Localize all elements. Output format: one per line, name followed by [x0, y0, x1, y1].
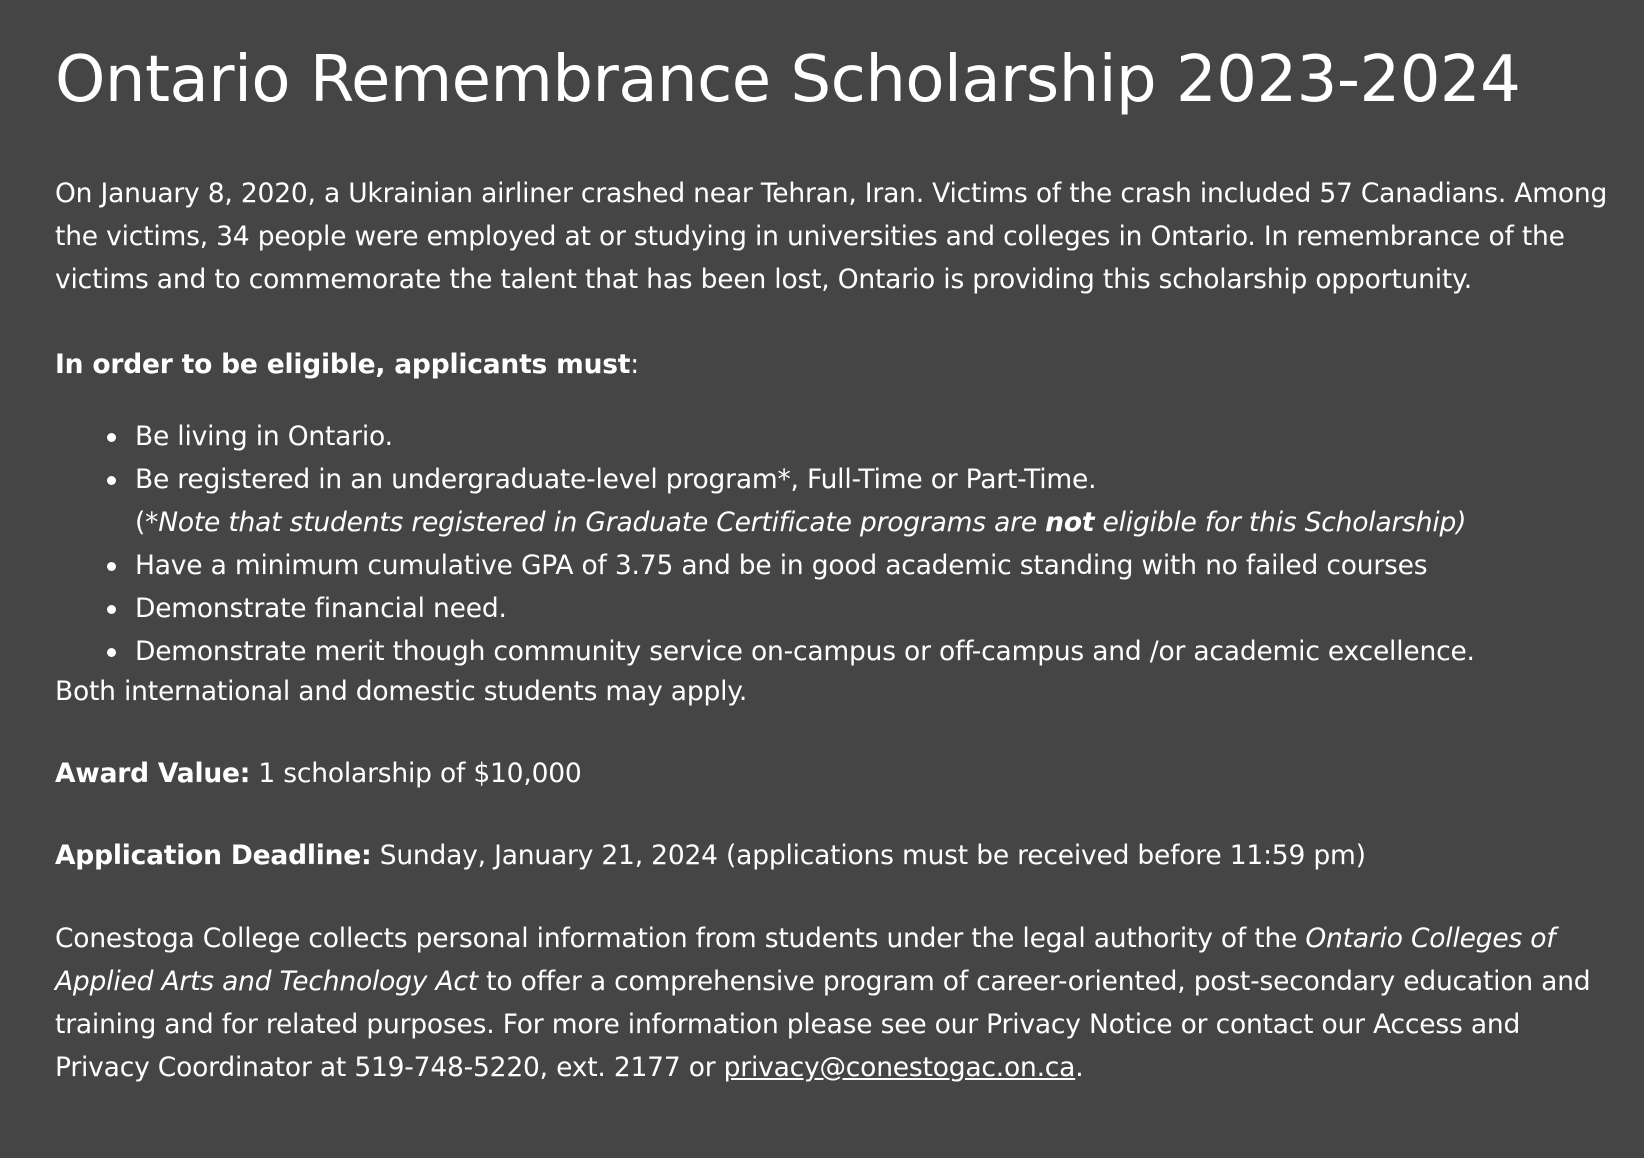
- criterion-text: Be living in Ontario.: [135, 421, 393, 452]
- criterion-text: Demonstrate merit though community service on-campus or off-campus and /or academic excellence.: [135, 636, 1475, 667]
- privacy-text-end: .: [1075, 1052, 1084, 1083]
- intro-paragraph: On January 8, 2020, a Ukrainian airliner crashed near Tehran, Iran. Victims of the crash included 57 Canadians. Among the victims, 34 people were employed at or studying in universities and colleges in Ontario. In remembrance of the victims and to commemorate the talent that has been lost, Ontario is providing this scholarship opportunity.: [55, 178, 1608, 295]
- award-value: [55, 752, 582, 795]
- application-deadline-text: Sunday, January 21, 2024 (applications must be received before 11:59 pm): [371, 840, 1366, 871]
- criterion-item: [55, 630, 1615, 673]
- note-italic-before: Note that students registered in Graduate Certificate programs are: [158, 507, 1046, 538]
- privacy-text-after: to offer a comprehensive program of career-oriented, post-secondary education and training and for related purposes. For more information please see our Privacy Notice or contact our Access and Privacy Coordinator at 519-748-5220, ext. 2177 or: [55, 966, 1591, 1083]
- criterion-item: [55, 415, 1615, 458]
- privacy-paragraph: [55, 917, 1615, 1089]
- eligibility-criteria-list: [55, 415, 1615, 673]
- privacy-act-name: Ontario Colleges of Applied Arts and Technology Act: [55, 923, 1556, 997]
- eligibility-heading-bold: In order to be eligible, applicants must: [55, 349, 631, 380]
- application-deadline-label: Application Deadline:: [55, 840, 372, 871]
- page-title: Ontario Remembrance Scholarship 2023-2024: [55, 43, 1521, 117]
- note-italic-after: eligible for this Scholarship): [1094, 507, 1467, 538]
- note-bold-not: not: [1045, 507, 1095, 538]
- privacy-text-before: Conestoga College collects personal information from students under the legal authority of the: [55, 923, 1306, 954]
- criterion-item: [55, 587, 1615, 630]
- criterion-text: Have a minimum cumulative GPA of 3.75 and be in good academic standing with no failed courses: [135, 550, 1428, 581]
- privacy-email-link[interactable]: privacy@conestogac.on.ca: [723, 1052, 1076, 1083]
- eligibility-heading: [55, 343, 639, 386]
- students-note: Both international and domestic students may apply.: [55, 676, 748, 707]
- criterion-item: [55, 544, 1615, 587]
- award-value-text: 1 scholarship of $10,000: [250, 758, 582, 789]
- criterion-text: Demonstrate financial need.: [135, 593, 507, 624]
- note-open: (*: [135, 507, 159, 538]
- graduate-certificate-note: [135, 501, 1615, 544]
- eligibility-heading-colon: :: [630, 349, 640, 380]
- award-value-label: Award Value:: [55, 758, 251, 789]
- criterion-item: [55, 458, 1615, 544]
- application-deadline: [55, 834, 1366, 877]
- criterion-text: Be registered in an undergraduate-level program*, Full-Time or Part-Time.: [135, 464, 1097, 495]
